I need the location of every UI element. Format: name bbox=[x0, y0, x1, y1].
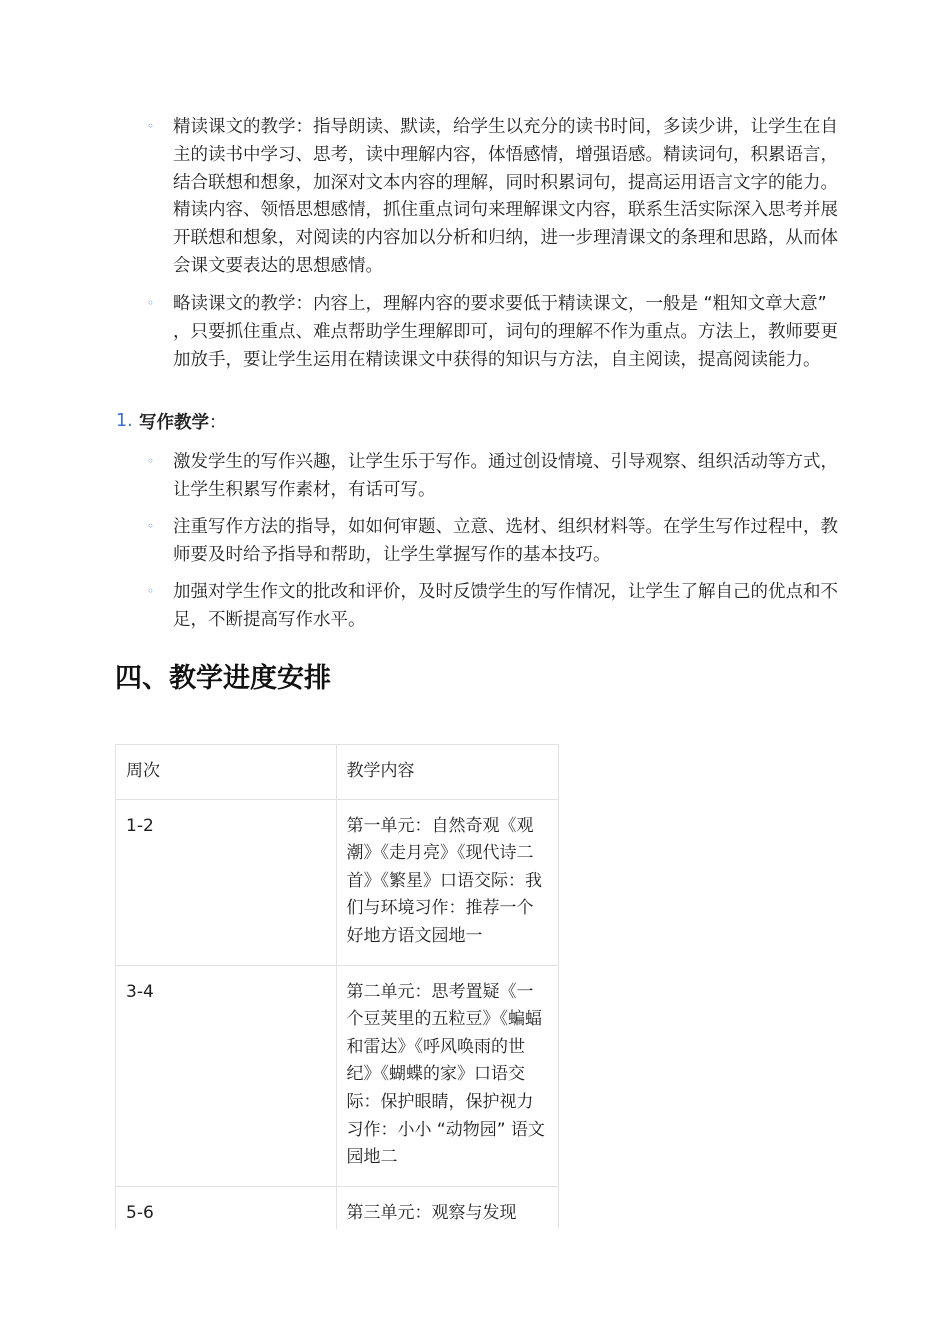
table-row bbox=[116, 1186, 558, 1229]
hollow-bullet-icon: ◦ bbox=[147, 296, 155, 310]
list-item-skim-reading: 略读课文的教学：内容上，理解内容的要求要低于精读课文，一般是 “粗知文章大意” ，只要抓住重点、难点帮助学生理解即可，词句的理解不作为重点。方法上，教师要更加放手，要让学生运用在精读课文中获得的知识与方法，自主阅读，提高阅读能力。 bbox=[173, 294, 838, 370]
section-heading: 四、教学进度安排 bbox=[115, 663, 331, 694]
table-row bbox=[116, 799, 558, 965]
hollow-bullet-icon: ◦ bbox=[147, 119, 155, 133]
cell-week: 1-2 bbox=[116, 799, 336, 965]
hollow-bullet-icon: ◦ bbox=[147, 519, 155, 533]
column-header-week: 周次 bbox=[116, 745, 336, 799]
hollow-bullet-icon: ◦ bbox=[147, 584, 155, 598]
list-item-writing-method: 注重写作方法的指导，如如何审题、立意、选材、组织材料等。在学生写作过程中，教师要及时给予指导和帮助，让学生掌握写作的基本技巧。 bbox=[173, 517, 838, 565]
table-header-row bbox=[116, 745, 558, 799]
list-item-intensive-reading: 精读课文的教学：指导朗读、默读，给学生以充分的读书时间，多读少讲，让学生在自主的读书中学习、思考，读中理解内容，体悟感情，增强语感。精读词句，积累语言，结合联想和想象，加深对文本内容的理解，同时积累词句，提高运用语言文字的能力。精读内容、领悟思想感情，抓住重点词句来理解课文内容，联系生活实际深入思考并展开联想和想象，对阅读的内容加以分析和归纳，进一步理清课文的条理和思路，从而体会课文要表达的思想感情。 bbox=[173, 117, 838, 276]
table-row bbox=[116, 965, 558, 1186]
schedule-table bbox=[115, 744, 559, 1229]
list-item-writing-heading bbox=[139, 410, 227, 438]
cell-content: 第一单元：自然奇观《观潮》《走月亮》《现代诗二首》《繁星》口语交际：我们与环境习作：推荐一个好地方语文园地一 bbox=[336, 799, 558, 965]
list-item-writing-interest: 激发学生的写作兴趣，让学生乐于写作。通过创设情境、引导观察、组织活动等方式，让学生积累写作素材，有话可写。 bbox=[173, 452, 838, 500]
cell-week: 5-6 bbox=[116, 1186, 336, 1229]
writing-heading-title: 写作教学 bbox=[139, 413, 209, 433]
cell-content: 第二单元：思考置疑《一个豆荚里的五粒豆》《蝙蝠和雷达》《呼风唤雨的世纪》《蝴蝶的家》口语交际：保护眼睛，保护视力习作：小小 “动物园” 语文园地二 bbox=[336, 965, 558, 1186]
writing-heading-colon: ： bbox=[209, 413, 227, 433]
cell-content: 第三单元：观察与发现 bbox=[336, 1186, 558, 1229]
hollow-bullet-icon: ◦ bbox=[147, 454, 155, 468]
cell-week: 3-4 bbox=[116, 965, 336, 1186]
list-number-marker: 1. bbox=[116, 411, 133, 431]
list-item-writing-feedback: 加强对学生作文的批改和评价，及时反馈学生的写作情况，让学生了解自己的优点和不足，不断提高写作水平。 bbox=[173, 582, 838, 630]
column-header-content: 教学内容 bbox=[336, 745, 558, 799]
